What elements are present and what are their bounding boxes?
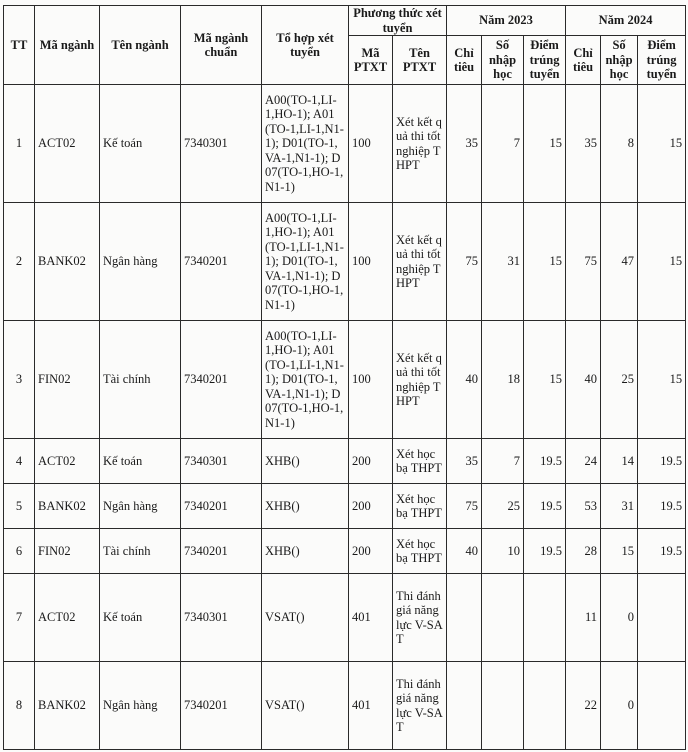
cell-tt: 4	[4, 439, 35, 484]
cell-ten-ptxt: Xét kết quả thi tốt nghiệp THPT	[393, 321, 447, 439]
cell-tt: 5	[4, 484, 35, 529]
cell-ma-nganh-chuan: 7340201	[181, 203, 262, 321]
cell-diem-2024: 15	[638, 203, 686, 321]
cell-ma-nganh: BANK02	[35, 203, 100, 321]
cell-chi-tieu-2024: 35	[566, 85, 601, 203]
cell-so-nhap-hoc-2023	[482, 574, 524, 662]
table-row	[4, 85, 686, 203]
cell-diem-2024: 19.5	[638, 529, 686, 574]
cell-ma-nganh: ACT02	[35, 85, 100, 203]
table-row	[4, 484, 686, 529]
cell-diem-2024	[638, 662, 686, 750]
cell-chi-tieu-2024: 22	[566, 662, 601, 750]
cell-ten-ptxt: Xét học bạ THPT	[393, 484, 447, 529]
cell-to-hop: VSAT()	[262, 662, 349, 750]
cell-ten-ptxt: Xét kết quả thi tốt nghiệp THPT	[393, 85, 447, 203]
cell-so-nhap-hoc-2024: 15	[601, 529, 638, 574]
cell-ma-ptxt: 200	[349, 439, 393, 484]
cell-so-nhap-hoc-2024: 0	[601, 662, 638, 750]
cell-ten-ptxt: Xét học bạ THPT	[393, 439, 447, 484]
cell-chi-tieu-2023	[447, 574, 482, 662]
header-so-nhap-hoc-2024: Số nhập học	[601, 36, 638, 85]
cell-diem-2024: 15	[638, 321, 686, 439]
cell-chi-tieu-2023: 40	[447, 529, 482, 574]
cell-diem-2023	[524, 574, 566, 662]
header-ma-nganh-chuan: Mã ngành chuẩn	[181, 6, 262, 85]
cell-ma-nganh-chuan: 7340301	[181, 85, 262, 203]
cell-ten-nganh: Kế toán	[100, 439, 181, 484]
cell-chi-tieu-2024: 11	[566, 574, 601, 662]
cell-chi-tieu-2024: 24	[566, 439, 601, 484]
header-ma-ptxt: Mã PTXT	[349, 36, 393, 85]
table-row	[4, 662, 686, 750]
header-nam-2023: Năm 2023	[447, 6, 566, 36]
cell-diem-2023: 19.5	[524, 439, 566, 484]
cell-ten-nganh: Kế toán	[100, 574, 181, 662]
cell-ma-ptxt: 401	[349, 662, 393, 750]
cell-diem-2024: 15	[638, 85, 686, 203]
cell-tt: 1	[4, 85, 35, 203]
cell-ma-nganh: ACT02	[35, 439, 100, 484]
cell-tt: 3	[4, 321, 35, 439]
cell-ten-nganh: Ngân hàng	[100, 203, 181, 321]
table-row	[4, 574, 686, 662]
cell-to-hop: A00(TO-1,LI-1,HO-1); A01(TO-1,LI-1,N1-1); D01(TO-1,VA-1,N1-1); D07(TO-1,HO-1,N1-1)	[262, 321, 349, 439]
cell-ten-ptxt: Xét học bạ THPT	[393, 529, 447, 574]
cell-ten-ptxt: Thi đánh giá năng lực V-SAT	[393, 662, 447, 750]
cell-ten-nganh: Ngân hàng	[100, 484, 181, 529]
header-chi-tieu-2024: Chỉ tiêu	[566, 36, 601, 85]
cell-so-nhap-hoc-2024: 47	[601, 203, 638, 321]
cell-chi-tieu-2023: 75	[447, 203, 482, 321]
cell-diem-2023	[524, 662, 566, 750]
table-row	[4, 321, 686, 439]
cell-ma-nganh-chuan: 7340201	[181, 662, 262, 750]
cell-ten-ptxt: Thi đánh giá năng lực V-SAT	[393, 574, 447, 662]
cell-ten-nganh: Ngân hàng	[100, 662, 181, 750]
cell-ma-ptxt: 100	[349, 203, 393, 321]
cell-diem-2023: 15	[524, 85, 566, 203]
cell-so-nhap-hoc-2023: 25	[482, 484, 524, 529]
cell-so-nhap-hoc-2023: 31	[482, 203, 524, 321]
cell-ten-nganh: Tài chính	[100, 321, 181, 439]
cell-chi-tieu-2024: 28	[566, 529, 601, 574]
cell-tt: 8	[4, 662, 35, 750]
cell-ma-nganh: BANK02	[35, 484, 100, 529]
cell-so-nhap-hoc-2024: 8	[601, 85, 638, 203]
cell-to-hop: VSAT()	[262, 574, 349, 662]
cell-diem-2023: 15	[524, 203, 566, 321]
cell-chi-tieu-2023: 35	[447, 439, 482, 484]
cell-ma-ptxt: 200	[349, 484, 393, 529]
cell-tt: 2	[4, 203, 35, 321]
cell-to-hop: XHB()	[262, 529, 349, 574]
cell-ma-nganh: FIN02	[35, 321, 100, 439]
cell-so-nhap-hoc-2023: 7	[482, 85, 524, 203]
cell-chi-tieu-2024: 53	[566, 484, 601, 529]
cell-to-hop: XHB()	[262, 484, 349, 529]
cell-ten-nganh: Tài chính	[100, 529, 181, 574]
cell-so-nhap-hoc-2023: 10	[482, 529, 524, 574]
cell-so-nhap-hoc-2024: 0	[601, 574, 638, 662]
cell-ten-ptxt: Xét kết quả thi tốt nghiệp THPT	[393, 203, 447, 321]
cell-chi-tieu-2023: 75	[447, 484, 482, 529]
cell-ma-nganh: BANK02	[35, 662, 100, 750]
header-ma-nganh: Mã ngành	[35, 6, 100, 85]
cell-so-nhap-hoc-2024: 14	[601, 439, 638, 484]
cell-ma-ptxt: 401	[349, 574, 393, 662]
header-phuong-thuc: Phương thức xét tuyển	[349, 6, 447, 36]
cell-diem-2023: 19.5	[524, 484, 566, 529]
cell-to-hop: XHB()	[262, 439, 349, 484]
cell-tt: 7	[4, 574, 35, 662]
cell-diem-2024: 19.5	[638, 439, 686, 484]
cell-tt: 6	[4, 529, 35, 574]
header-tt: TT	[4, 6, 35, 85]
cell-ten-nganh: Kế toán	[100, 85, 181, 203]
cell-ma-ptxt: 200	[349, 529, 393, 574]
cell-so-nhap-hoc-2024: 25	[601, 321, 638, 439]
cell-ma-ptxt: 100	[349, 321, 393, 439]
cell-diem-2024	[638, 574, 686, 662]
cell-diem-2023: 15	[524, 321, 566, 439]
cell-ma-nganh: ACT02	[35, 574, 100, 662]
header-so-nhap-hoc-2023: Số nhập học	[482, 36, 524, 85]
table-row	[4, 203, 686, 321]
cell-ma-nganh-chuan: 7340201	[181, 321, 262, 439]
cell-chi-tieu-2023	[447, 662, 482, 750]
cell-ma-nganh-chuan: 7340201	[181, 484, 262, 529]
cell-ma-nganh-chuan: 7340301	[181, 574, 262, 662]
header-diem-2024: Điểm trúng tuyển	[638, 36, 686, 85]
cell-so-nhap-hoc-2024: 31	[601, 484, 638, 529]
cell-so-nhap-hoc-2023: 18	[482, 321, 524, 439]
cell-to-hop: A00(TO-1,LI-1,HO-1); A01(TO-1,LI-1,N1-1); D01(TO-1,VA-1,N1-1); D07(TO-1,HO-1,N1-1)	[262, 203, 349, 321]
header-diem-2023: Điểm trúng tuyển	[524, 36, 566, 85]
header-chi-tieu-2023: Chỉ tiêu	[447, 36, 482, 85]
cell-chi-tieu-2023: 40	[447, 321, 482, 439]
cell-chi-tieu-2024: 40	[566, 321, 601, 439]
cell-ma-nganh: FIN02	[35, 529, 100, 574]
header-ten-nganh: Tên ngành	[100, 6, 181, 85]
table-row	[4, 439, 686, 484]
cell-ma-nganh-chuan: 7340201	[181, 529, 262, 574]
cell-to-hop: A00(TO-1,LI-1,HO-1); A01(TO-1,LI-1,N1-1); D01(TO-1,VA-1,N1-1); D07(TO-1,HO-1,N1-1)	[262, 85, 349, 203]
header-to-hop: Tổ hợp xét tuyển	[262, 6, 349, 85]
cell-ma-ptxt: 100	[349, 85, 393, 203]
header-nam-2024: Năm 2024	[566, 6, 686, 36]
cell-so-nhap-hoc-2023	[482, 662, 524, 750]
cell-chi-tieu-2023: 35	[447, 85, 482, 203]
cell-so-nhap-hoc-2023: 7	[482, 439, 524, 484]
table-row	[4, 529, 686, 574]
cell-chi-tieu-2024: 75	[566, 203, 601, 321]
header-ten-ptxt: Tên PTXT	[393, 36, 447, 85]
cell-ma-nganh-chuan: 7340301	[181, 439, 262, 484]
cell-diem-2023: 19.5	[524, 529, 566, 574]
cell-diem-2024: 19.5	[638, 484, 686, 529]
admission-table	[3, 5, 686, 750]
